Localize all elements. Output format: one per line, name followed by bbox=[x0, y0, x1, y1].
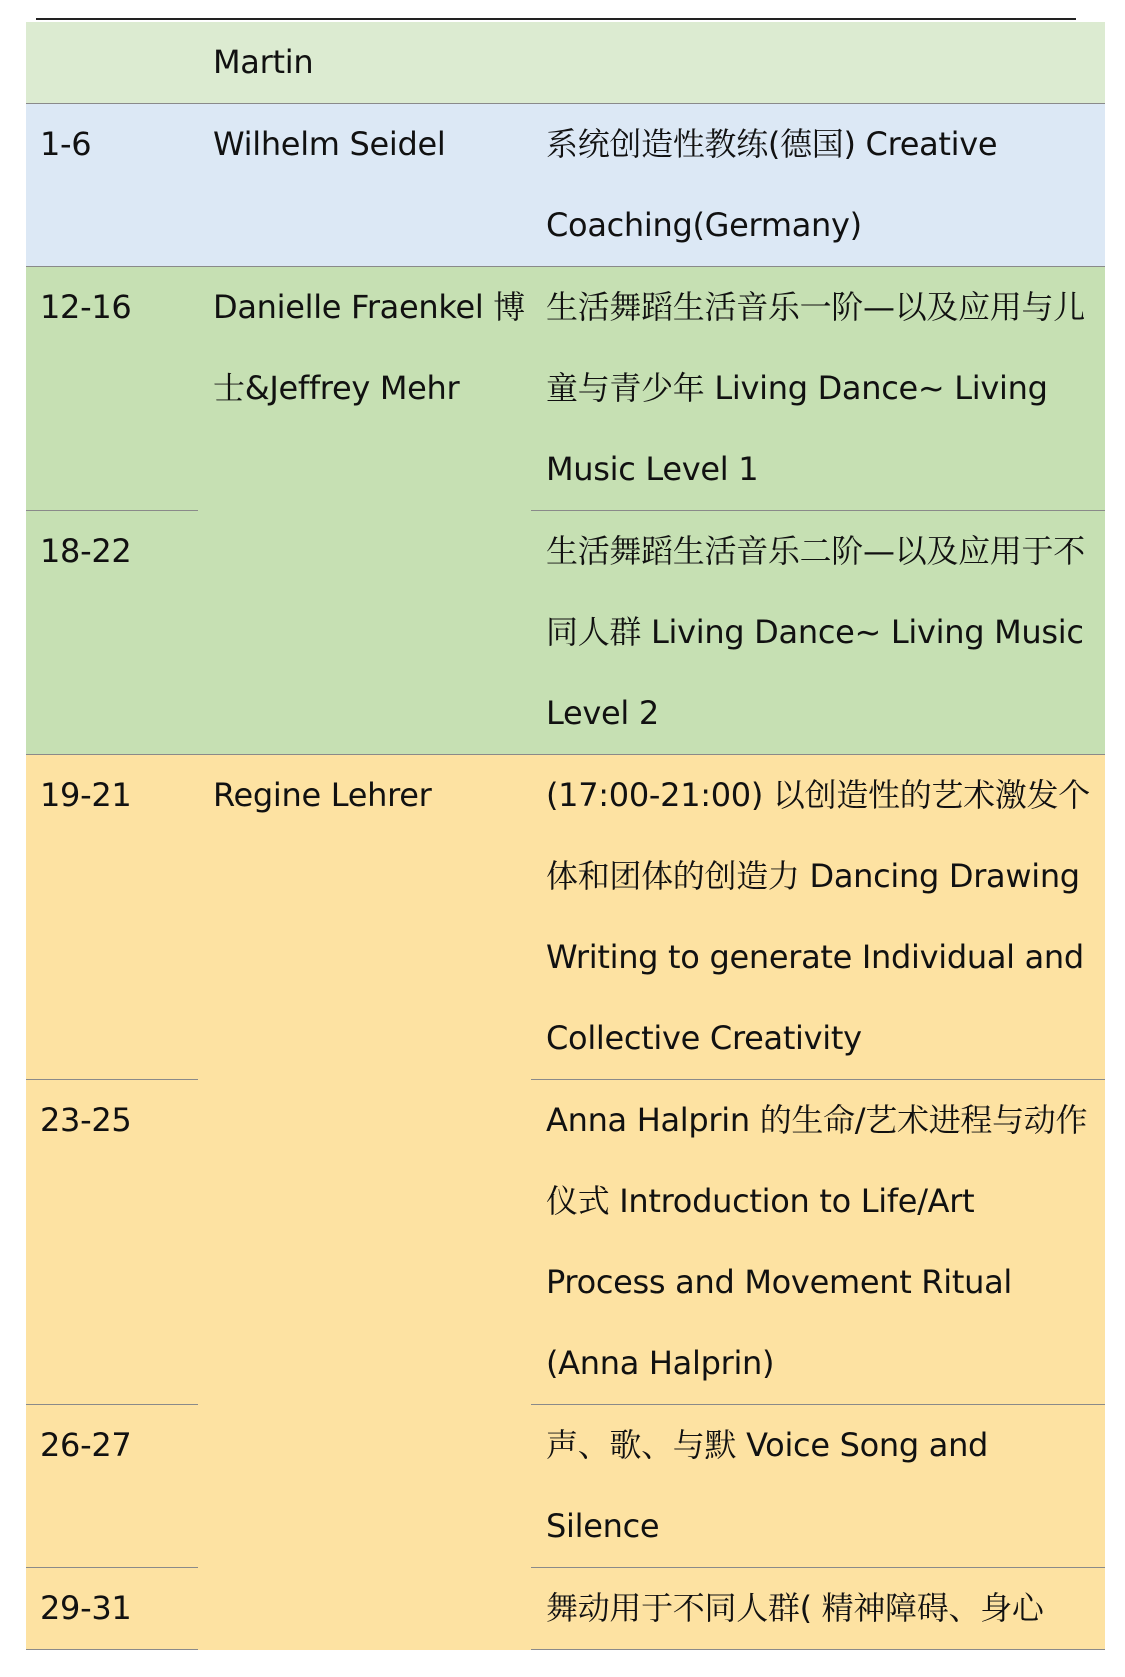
course-title-cell: 生活舞蹈生活音乐二阶—以及应用于不同人群 Living Dance~ Living Music Level 2 bbox=[531, 511, 1105, 755]
table-row bbox=[26, 22, 1105, 104]
date-cell: 1-6 bbox=[26, 104, 198, 267]
date-cell: 18-22 bbox=[26, 511, 198, 755]
instructor-cell: Wilhelm Seidel bbox=[198, 104, 531, 267]
top-rule bbox=[36, 18, 1076, 20]
table-row bbox=[26, 267, 1105, 511]
course-title-cell bbox=[531, 22, 1105, 104]
course-title-cell: Anna Halprin 的生命/艺术进程与动作仪式 Introduction to Life/Art Process and Movement Ritual (Anna Halprin) bbox=[531, 1080, 1105, 1405]
table-row bbox=[26, 755, 1105, 1080]
instructor-cell: Regine Lehrer bbox=[198, 755, 531, 1650]
date-cell: 29-31 bbox=[26, 1568, 198, 1650]
instructor-cell: Martin bbox=[198, 22, 531, 104]
course-title-cell: 生活舞蹈生活音乐一阶—以及应用与儿童与青少年 Living Dance~ Living Music Level 1 bbox=[531, 267, 1105, 511]
schedule-table bbox=[26, 22, 1105, 1650]
course-title-cell: 系统创造性教练(德国) Creative Coaching(Germany) bbox=[531, 104, 1105, 267]
course-title-cell: 舞动用于不同人群( 精神障碍、身心 bbox=[531, 1568, 1105, 1650]
date-cell: 19-21 bbox=[26, 755, 198, 1080]
date-cell: 12-16 bbox=[26, 267, 198, 511]
table-row bbox=[26, 511, 1105, 755]
table-row bbox=[26, 1080, 1105, 1405]
table-row bbox=[26, 1405, 1105, 1568]
instructor-cell: Danielle Fraenkel 博士&Jeffrey Mehr bbox=[198, 267, 531, 755]
date-cell: 23-25 bbox=[26, 1080, 198, 1405]
course-title-cell: (17:00-21:00) 以创造性的艺术激发个体和团体的创造力 Dancing Drawing Writing to generate Individual and Collective Creativity bbox=[531, 755, 1105, 1080]
date-cell: 26-27 bbox=[26, 1405, 198, 1568]
course-title-cell: 声、歌、与默 Voice Song and Silence bbox=[531, 1405, 1105, 1568]
date-cell bbox=[26, 22, 198, 104]
table-row bbox=[26, 104, 1105, 267]
table-row bbox=[26, 1568, 1105, 1650]
